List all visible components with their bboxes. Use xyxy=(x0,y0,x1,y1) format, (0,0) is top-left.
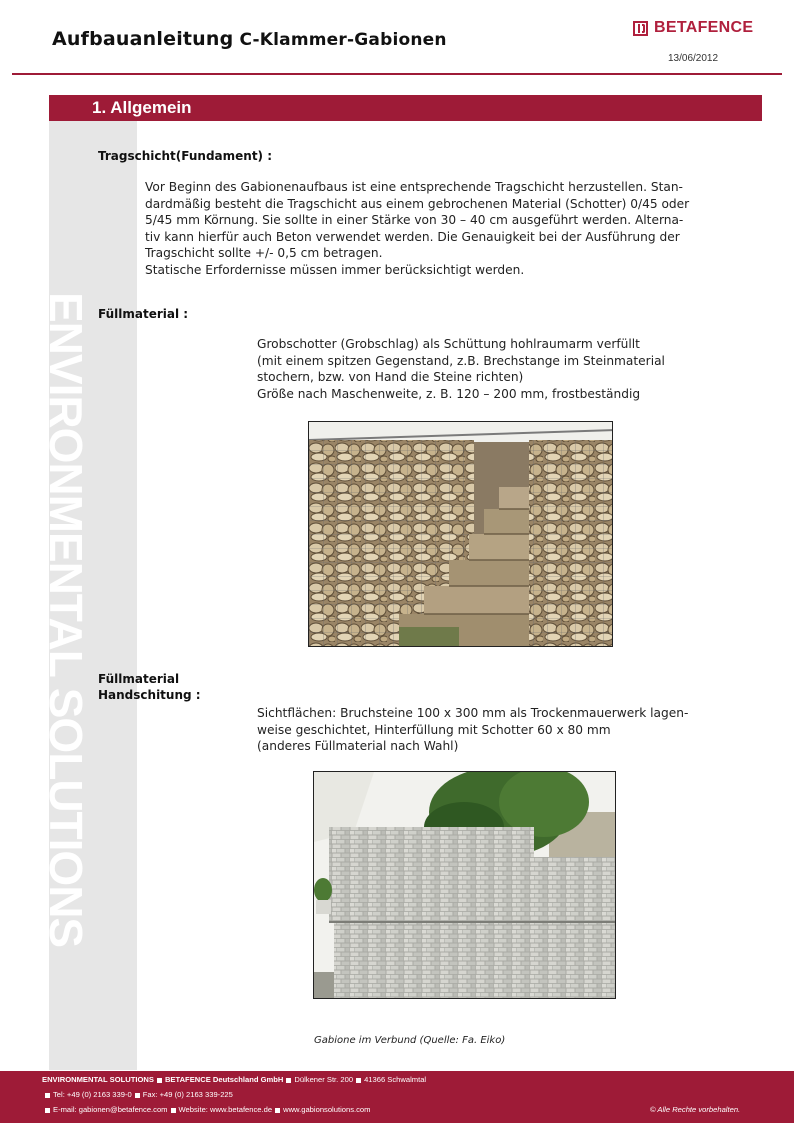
text-line: dardmäßig besteht die Tragschicht aus einem gebrochenen Material (Schotter) 0/45 oder xyxy=(145,196,690,211)
heading-line: Handschitung : xyxy=(98,688,201,702)
text-line: (mit einem spitzen Gegenstand, z.B. Brechstange im Steinmaterial xyxy=(257,353,665,368)
bullet-square-icon xyxy=(45,1108,50,1113)
heading-tragschicht: Tragschicht(Fundament) : xyxy=(98,149,273,163)
text-line: tiv kann hierfür auch Beton verwendet werden. Die Genauigkeit bei der Ausführung der xyxy=(145,229,680,244)
footer-company-name: BETAFENCE Deutschland GmbH xyxy=(164,1075,284,1084)
text-line: Statische Erfordernisse müssen immer berücksichtigt werden. xyxy=(145,262,525,277)
title-main: Aufbauanleitung xyxy=(52,28,234,50)
photo-gabion-stairs-image xyxy=(309,422,613,647)
photo-gabion-wall xyxy=(313,771,616,999)
text-line: Tragschicht sollte +/- 0,5 cm betragen. xyxy=(145,246,383,260)
footer-street: Dülkener Str. 200 xyxy=(294,1075,354,1084)
footer-address xyxy=(42,1075,426,1084)
photo-caption: Gabione im Verbund (Quelle: Fa. Eiko) xyxy=(314,1035,506,1046)
paragraph-tragschicht xyxy=(145,179,757,278)
text-line: 5/45 mm Körnung. Sie sollte in einer Stärke von 30 – 40 cm ausgeführt werden. Alterna- xyxy=(145,213,684,227)
document-date: 13/06/2012 xyxy=(668,53,719,64)
bullet-square-icon xyxy=(135,1093,140,1098)
bullet-square-icon xyxy=(171,1108,176,1113)
header-rule xyxy=(12,73,782,75)
text-line: (anderes Füllmaterial nach Wahl) xyxy=(257,739,459,753)
footer-fax: Fax: +49 (0) 2163 339-225 xyxy=(142,1090,233,1099)
bullet-square-icon xyxy=(157,1078,162,1083)
footer-city: 41366 Schwalmtal xyxy=(364,1075,427,1084)
text-line: weise geschichtet, Hinterfüllung mit Schotter 60 x 80 mm xyxy=(257,722,611,737)
logo-text: BETAFENCE xyxy=(654,19,754,36)
betafence-logo-icon xyxy=(633,21,648,36)
photo-gabion-stairs xyxy=(308,421,613,647)
heading-fuellmaterial: Füllmaterial : xyxy=(98,307,189,321)
bullet-square-icon xyxy=(356,1078,361,1083)
title-sub: C-Klammer-Gabionen xyxy=(239,30,447,50)
heading-handschuettung xyxy=(98,671,201,703)
text-line: stochern, bzw. von Hand die Steine richten) xyxy=(257,370,524,384)
text-line: Sichtflächen: Bruchsteine 100 x 300 mm als Trockenmauerwerk lagen- xyxy=(257,706,689,720)
text-line: Größe nach Maschenweite, z. B. 120 – 200 mm, frostbeständig xyxy=(257,386,641,401)
paragraph-fuellmaterial xyxy=(257,336,757,402)
document-title xyxy=(52,28,447,50)
footer-tel: Tel: +49 (0) 2163 339-0 xyxy=(53,1090,132,1099)
footer-rights: © Alle Rechte vorbehalten. xyxy=(650,1105,741,1114)
footer-company: ENVIRONMENTAL SOLUTIONS xyxy=(42,1075,154,1084)
footer-phone xyxy=(42,1090,233,1099)
heading-line: Füllmaterial xyxy=(98,672,180,686)
paragraph-handschuettung xyxy=(257,705,757,755)
footer-website-2[interactable]: www.gabionsolutions.com xyxy=(283,1105,371,1114)
side-band-text: ENVIRONMENTAL SOLUTIONS xyxy=(40,292,92,948)
betafence-logo xyxy=(633,19,753,37)
text-line: Vor Beginn des Gabionenaufbaus ist eine entsprechende Tragschicht herzustellen. Stan- xyxy=(145,180,683,194)
photo-gabion-wall-image xyxy=(314,772,616,999)
text-line: Grobschotter (Grobschlag) als Schüttung hohlraumarm verfüllt xyxy=(257,337,640,351)
bullet-square-icon xyxy=(275,1108,280,1113)
section-title: 1. Allgemein xyxy=(92,98,192,117)
footer-contact xyxy=(42,1105,370,1114)
footer-email[interactable]: E-mail: gabionen@betafence.com xyxy=(53,1105,168,1114)
bullet-square-icon xyxy=(286,1078,291,1083)
bullet-square-icon xyxy=(45,1093,50,1098)
footer-website[interactable]: Website: www.betafence.de xyxy=(178,1105,273,1114)
